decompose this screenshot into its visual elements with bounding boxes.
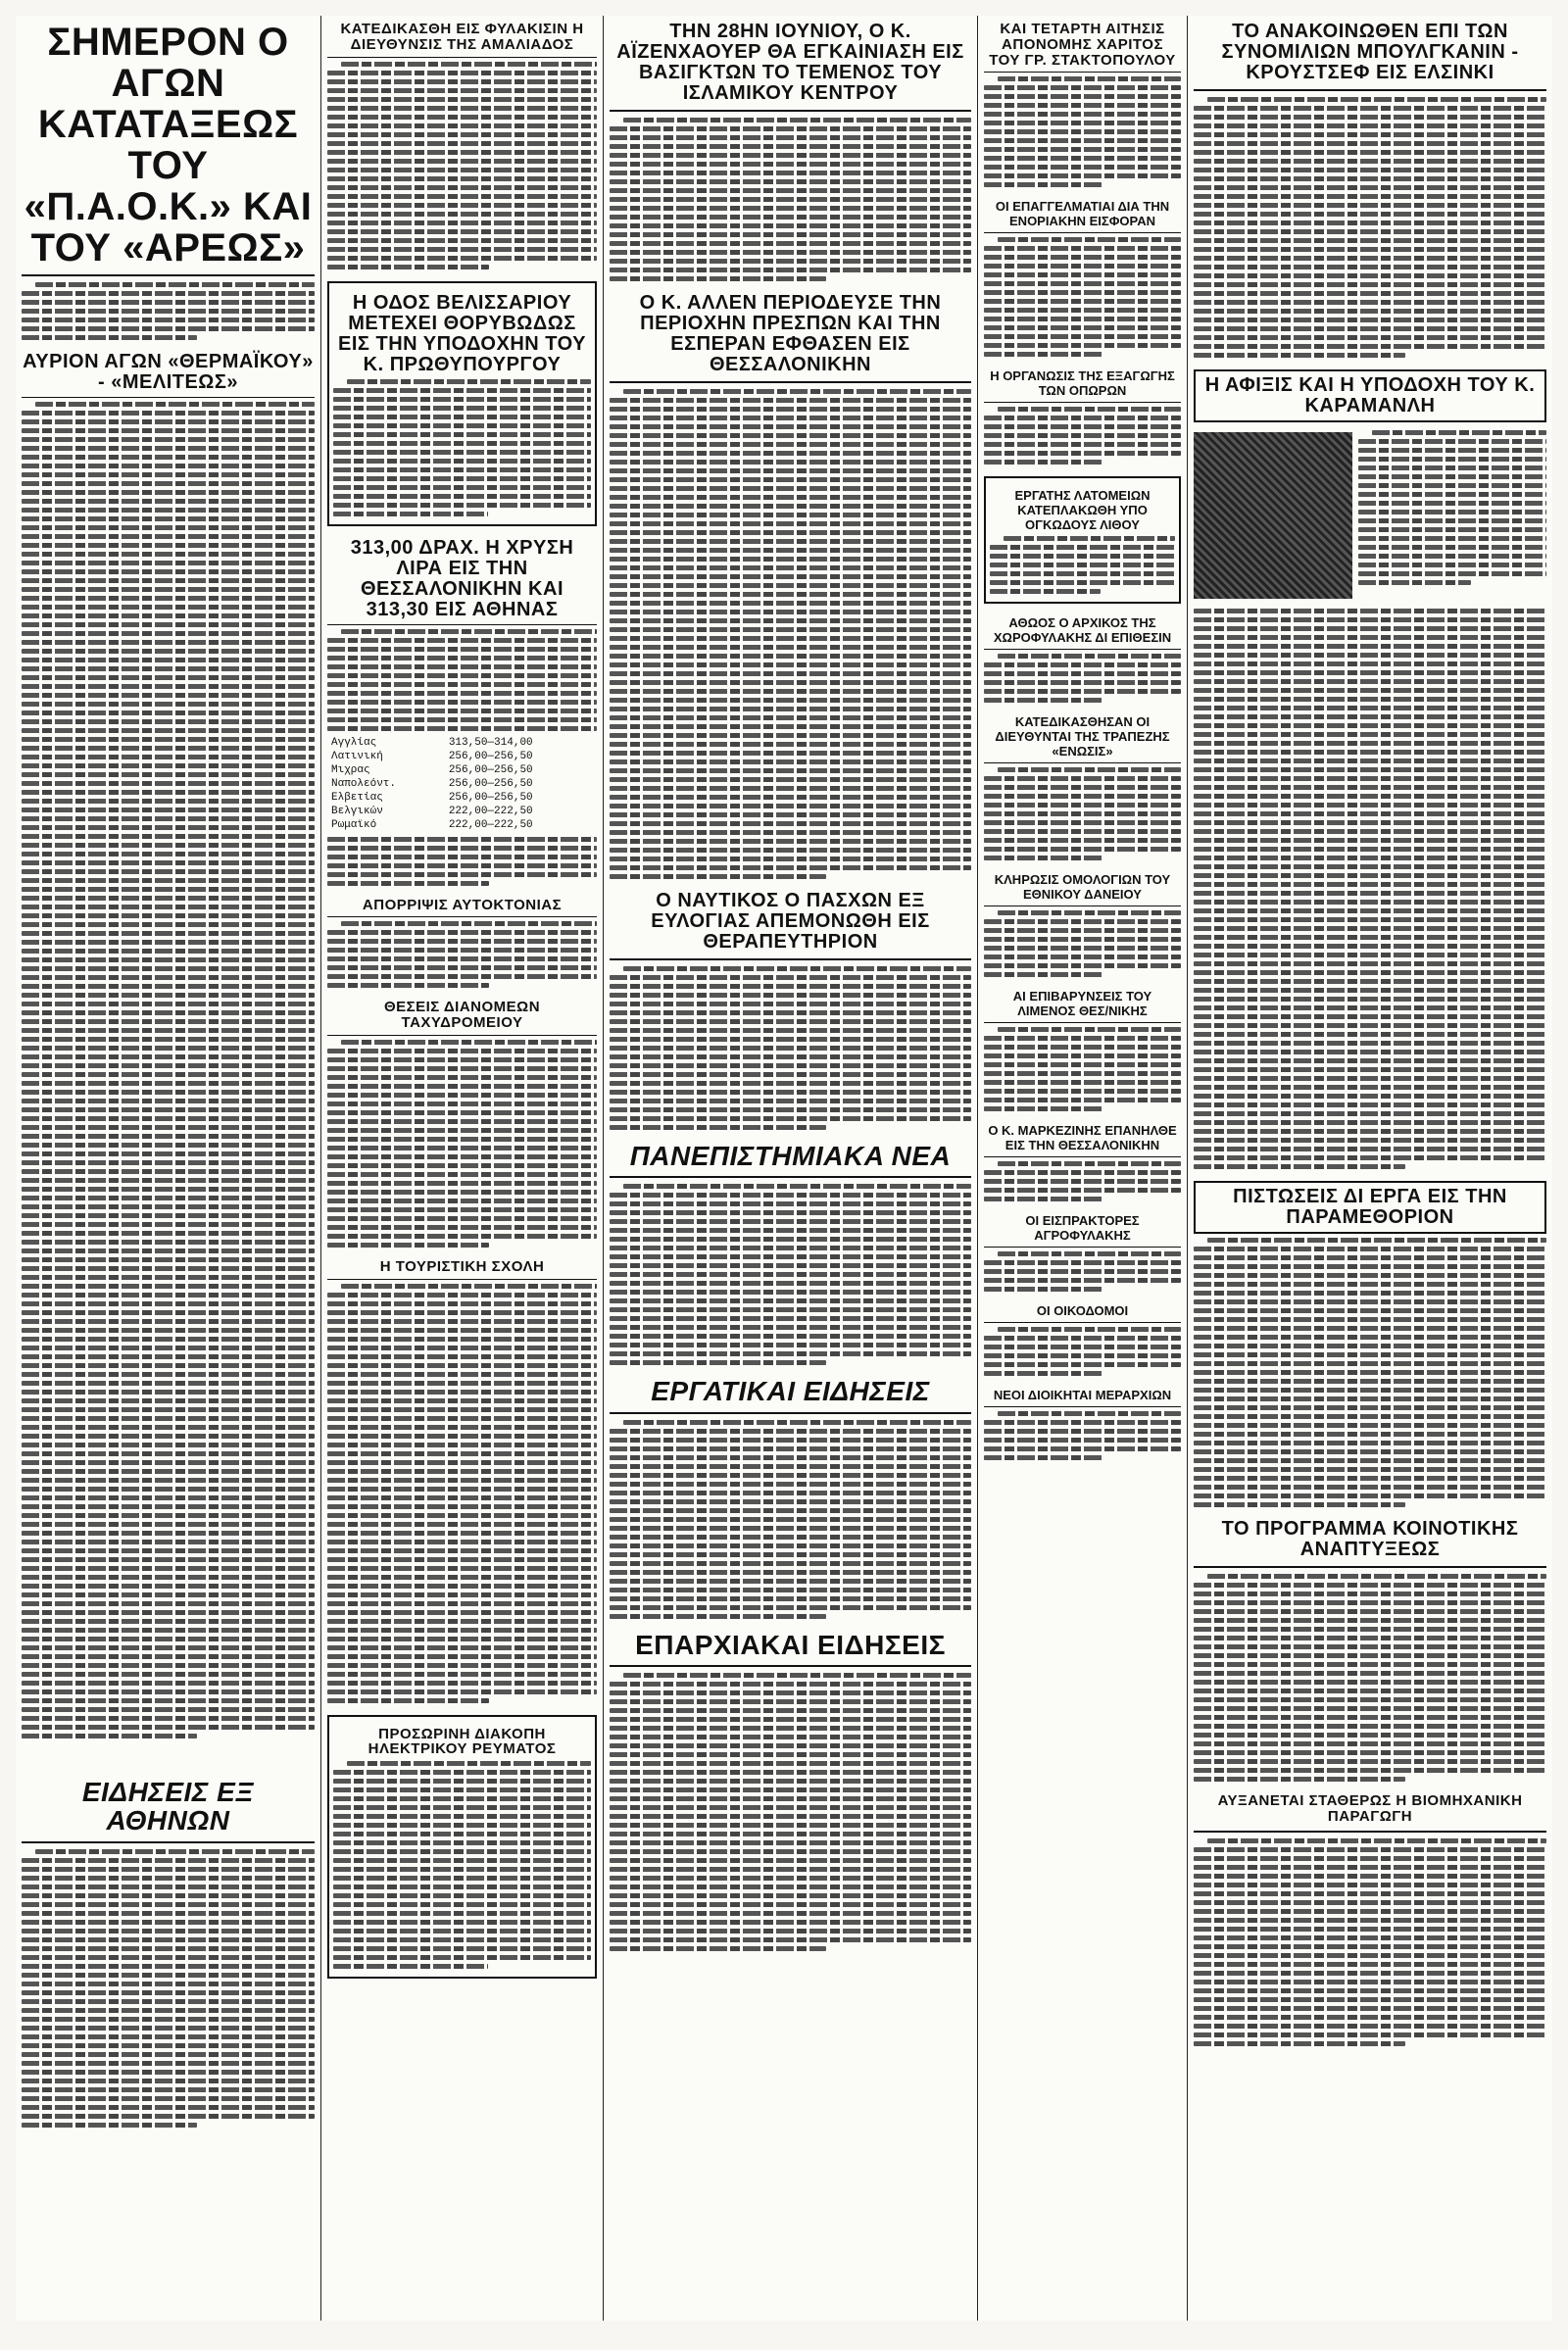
headline-helsinki: ΤΟ ΑΝΑΚΟΙΝΩΘΕΝ ΕΠΙ ΤΩΝ ΣΥΝΟΜΙΛΙΩΝ ΜΠΟΥΛΓΚΑΝΙΝ - ΚΡΟΥΣΤΣΕΦ ΕΙΣ ΕΛΣΙΝΚΙ bbox=[1221, 21, 1519, 83]
article-eisenhower bbox=[610, 22, 971, 281]
headline-gold: 313,00 ΔΡΑΧ. Η ΧΡΥΣΗ ΛΙΡΑ ΕΙΣ ΤΗΝ ΘΕΣΣΑΛΟΝΙΚΗΝ ΚΑΙ 313,30 ΕΙΣ ΑΘΗΝΑΣ bbox=[350, 536, 574, 620]
article-quarry-worker bbox=[984, 476, 1181, 604]
body-text bbox=[984, 1161, 1181, 1201]
headline-university: ΠΑΝΕΠΙΣΤΗΜΙΑΚΑ ΝΕΑ bbox=[629, 1141, 952, 1171]
article-parish-levy bbox=[984, 199, 1181, 357]
headline-bank-enosis: ΚΑΤΕΔΙΚΑΣΘΗΣΑΝ ΟΙ ΔΙΕΥΘΥΝΤΑΙ ΤΗΣ ΤΡΑΠΕΖΗΣ «ΕΝΩΣΙΣ» bbox=[995, 714, 1170, 759]
article-thermaikos bbox=[22, 352, 315, 1738]
article-suicide bbox=[327, 898, 597, 989]
body-text bbox=[984, 1327, 1181, 1376]
body-text bbox=[984, 1411, 1181, 1460]
headline-allen: Ο Κ. ΑΛΛΕΝ ΠΕΡΙΟΔΕΥΣΕ ΤΗΝ ΠΕΡΙΟΧΗΝ ΠΡΕΣΠΩΝ ΚΑΙ ΤΗΝ ΕΣΠΕΡΑΝ ΕΦΘΑΣΕΝ ΕΙΣ ΘΕΣΣΑΛΟΝΙΚΗΝ bbox=[639, 292, 942, 375]
article-athens-news bbox=[22, 1778, 315, 2128]
article-fruit-exports bbox=[984, 368, 1181, 465]
headline-collectors: ΟΙ ΕΙΣΠΡΑΚΤΟΡΕΣ ΑΓΡΟΦΥΛΑΚΗΣ bbox=[1025, 1213, 1140, 1244]
article-border-works bbox=[1194, 1181, 1546, 1507]
article-sailor bbox=[610, 891, 971, 1130]
body-text bbox=[327, 629, 597, 731]
headline-fruit-exports: Η ΟΡΓΑΝΩΣΙΣ ΤΗΣ ΕΞΑΓΩΓΗΣ ΤΩΝ ΟΠΩΡΩΝ bbox=[990, 368, 1175, 399]
article-bank-enosis bbox=[984, 714, 1181, 860]
body-text bbox=[610, 1184, 971, 1365]
body-text bbox=[327, 837, 597, 886]
article-university bbox=[610, 1142, 971, 1365]
headline-thermaikos: ΑΥΡΙΟΝ ΑΓΩΝ «ΘΕΡΜΑΪΚΟΥ» - «ΜΕΛΙΤΕΩΣ» bbox=[23, 351, 314, 393]
headline-postmen: ΘΕΣΕΙΣ ΔΙΑΝΟΜΕΩΝ ΤΑΧΥΔΡΟΜΕΙΟΥ bbox=[383, 999, 541, 1031]
article-labor bbox=[610, 1377, 971, 1618]
column-1 bbox=[16, 16, 321, 2321]
column-2 bbox=[321, 16, 604, 2321]
table-row: Βελγικών 222,00—222,50 bbox=[331, 805, 533, 817]
headline-quarry-worker: ΕΡΓΑΤΗΣ ΛΑΤΟΜΕΙΩΝ ΚΑΤΕΠΛΑΚΩΘΗ ΥΠΟ ΟΓΚΩΔΟΥΣ ΛΙΘΟΥ bbox=[1014, 488, 1151, 533]
headline-velissariou: Η ΟΔΟΣ ΒΕΛΙΣΣΑΡΙΟΥ ΜΕΤΕΧΕΙ ΘΟΡΥΒΩΔΩΣ ΕΙΣ ΤΗΝ ΥΠΟΔΟΧΗΝ ΤΟΥ Κ. ΠΡΩΘΥΠΟΥΡΓΟΥ bbox=[338, 291, 586, 375]
body-text bbox=[327, 62, 597, 269]
article-postmen bbox=[327, 1000, 597, 1248]
karamanlis-photo bbox=[1194, 432, 1352, 599]
body-text bbox=[1194, 1238, 1546, 1507]
headline-builders: ΟΙ ΟΙΚΟΔΟΜΟΙ bbox=[1036, 1303, 1129, 1319]
article-helsinki bbox=[1194, 22, 1546, 358]
headline-sailor: Ο ΝΑΥΤΙΚΟΣ Ο ΠΑΣΧΩΝ ΕΞ ΕΥΛΟΓΙΑΣ ΑΠΕΜΟΝΩΘΗ ΕΙΣ ΘΕΡΑΠΕΥΤΗΡΙΟΝ bbox=[651, 890, 930, 953]
article-gold bbox=[327, 538, 597, 886]
body-text bbox=[984, 654, 1181, 703]
article-paok-ares bbox=[22, 22, 315, 340]
article-power-cut bbox=[327, 1715, 597, 1980]
body-text bbox=[327, 921, 597, 988]
body-text bbox=[333, 1761, 591, 1969]
article-bonds bbox=[984, 872, 1181, 977]
price-table bbox=[327, 735, 597, 833]
body-text bbox=[610, 1420, 971, 1619]
headline-port-charges: ΑΙ ΕΠΙΒΑΡΥΝΣΕΙΣ ΤΟΥ ΛΙΜΕΝΟΣ ΘΕΣ/ΝΙΚΗΣ bbox=[1012, 989, 1152, 1019]
headline-provincial: ΕΠΑΡΧΙΑΚΑΙ ΕΙΔΗΣΕΙΣ bbox=[635, 1629, 946, 1660]
article-gendarmerie bbox=[984, 615, 1181, 703]
headline-gendarmerie: ΑΘΩΟΣ Ο ΑΡΧΙΚΟΣ ΤΗΣ ΧΩΡΟΦΥΛΑΚΗΣ ΔΙ ΕΠΙΘΕΣΙΝ bbox=[993, 615, 1172, 646]
body-text bbox=[1194, 609, 1546, 1169]
article-community-program bbox=[1194, 1519, 1546, 1782]
body-text bbox=[984, 767, 1181, 860]
headline-tourism-school: Η ΤΟΥΡΙΣΤΙΚΗ ΣΧΟΛΗ bbox=[379, 1257, 545, 1275]
body-text bbox=[327, 1040, 597, 1248]
headline-markezinis: Ο Κ. ΜΑΡΚΕΖΙΝΗΣ ΕΠΑΝΗΛΘΕ ΕΙΣ ΤΗΝ ΘΕΣΣΑΛΟΝΙΚΗΝ bbox=[988, 1123, 1177, 1153]
article-port-charges bbox=[984, 989, 1181, 1111]
column-4 bbox=[978, 16, 1188, 2321]
table-row: Ναπολεόντ. 256,00—256,50 bbox=[331, 777, 533, 790]
body-text bbox=[984, 1027, 1181, 1111]
body-text bbox=[1194, 97, 1546, 358]
article-collectors bbox=[984, 1213, 1181, 1292]
body-text bbox=[984, 237, 1181, 357]
headline-border-works: ΠΙΣΤΩΣΕΙΣ ΔΙ ΕΡΓΑ ΕΙΣ ΤΗΝ ΠΑΡΑΜΕΘΟΡΙΟΝ bbox=[1194, 1181, 1546, 1234]
headline-labor: ΕΡΓΑΤΙΚΑΙ ΕΙΔΗΣΕΙΣ bbox=[651, 1376, 930, 1407]
article-industrial bbox=[1194, 1793, 1546, 2046]
article-commanders bbox=[984, 1388, 1181, 1460]
headline-community-program: ΤΟ ΠΡΟΓΡΑΜΜΑ ΚΟΙΝΟΤΙΚΗΣ ΑΝΑΠΤΥΞΕΩΣ bbox=[1221, 1518, 1519, 1560]
headline-industrial: ΑΥΞΑΝΕΤΑΙ ΣΤΑΘΕΡΩΣ Η ΒΙΟΜΗΧΑΝΙΚΗ ΠΑΡΑΓΩΓΗ bbox=[1217, 1792, 1523, 1825]
headline-suicide: ΑΠΟΡΡΙΨΙΣ ΑΥΤΟΚΤΟΝΙΑΣ bbox=[362, 896, 563, 913]
body-text bbox=[984, 76, 1181, 187]
headline-power-cut: ΠΡΟΣΩΡΙΝΗ ΔΙΑΚΟΠΗ ΗΛΕΚΤΡΙΚΟΥ ΡΕΥΜΑΤΟΣ bbox=[368, 1725, 557, 1758]
headline-eisenhower: ΤΗΝ 28ΗΝ ΙΟΥΝΙΟΥ, Ο Κ. ΑΪΖΕΝΧΑΟΥΕΡ ΘΑ ΕΓΚΑΙΝΙΑΣΗ ΕΙΣ ΒΑΣΙΓΚΤΩΝ ΤΟ ΤΕΜΕΝΟΣ ΤΟΥ ΙΣΛΑΜΙΚΟΥ ΚΕΝΤΡΟΥ bbox=[616, 21, 964, 104]
body-text bbox=[22, 282, 315, 340]
body-text bbox=[610, 966, 971, 1130]
table-row: Ελβετίας 256,00—256,50 bbox=[331, 791, 533, 804]
table-row: Μιχρας 256,00—256,50 bbox=[331, 763, 533, 776]
body-text bbox=[327, 1284, 597, 1703]
body-text bbox=[610, 1673, 971, 1951]
table-row: Ρωμαϊκό 222,00—222,50 bbox=[331, 818, 533, 831]
body-text bbox=[984, 1251, 1181, 1292]
column-5 bbox=[1188, 16, 1552, 2321]
headline-staktopoulos: ΚΑΙ ΤΕΤΑΡΤΗ ΑΙΤΗΣΙΣ ΑΠΟΝΟΜΗΣ ΧΑΡΙΤΟΣ ΤΟΥ ΓΡ. ΣΤΑΚΤΟΠΟΥΛΟΥ bbox=[989, 21, 1176, 69]
body-text bbox=[1358, 426, 1546, 605]
headline-bonds: ΚΛΗΡΩΣΙΣ ΟΜΟΛΟΓΙΩΝ ΤΟΥ ΕΘΝΙΚΟΥ ΔΑΝΕΙΟΥ bbox=[994, 872, 1171, 903]
article-allen bbox=[610, 293, 971, 879]
photo-wrapper bbox=[1194, 426, 1352, 605]
karamanlis-block bbox=[1194, 426, 1546, 605]
headline-amaliada: ΚΑΤΕΔΙΚΑΣΘΗ ΕΙΣ ΦΥΛΑΚΙΣΙΝ Η ΔΙΕΥΘΥΝΣΙΣ ΤΗΣ ΑΜΑΛΙΑΔΟΣ bbox=[340, 21, 584, 53]
article-amaliada bbox=[327, 22, 597, 269]
article-markezinis bbox=[984, 1123, 1181, 1201]
body-text bbox=[990, 536, 1175, 594]
article-provincial bbox=[610, 1631, 971, 1951]
article-tourism-school bbox=[327, 1259, 597, 1703]
body-text bbox=[1194, 1838, 1546, 2046]
table-row: Αγγλίας 313,50—314,00 bbox=[331, 736, 533, 749]
article-velissariou bbox=[327, 281, 597, 526]
newspaper-page bbox=[16, 16, 1552, 2321]
headline-commanders: ΝΕΟΙ ΔΙΟΙΚΗΤΑΙ ΜΕΡΑΡΧΙΩΝ bbox=[993, 1388, 1172, 1403]
body-text bbox=[333, 379, 591, 516]
table-row: Λατινική 256,00—256,50 bbox=[331, 750, 533, 762]
body-text bbox=[22, 1849, 315, 2128]
body-text bbox=[22, 402, 315, 1738]
body-text bbox=[610, 389, 971, 879]
article-staktopoulos bbox=[984, 22, 1181, 187]
body-text bbox=[610, 118, 971, 281]
body-text bbox=[1194, 1574, 1546, 1782]
body-text bbox=[984, 407, 1181, 465]
article-karamanlis bbox=[1194, 369, 1546, 1169]
article-builders bbox=[984, 1303, 1181, 1376]
headline-paok-ares: ΣΗΜΕΡΟΝ Ο ΑΓΩΝ ΚΑΤΑΤΑΞΕΩΣ ΤΟΥ «Π.Α.Ο.Κ.» ΚΑΙ ΤΟΥ «ΑΡΕΩΣ» bbox=[24, 21, 313, 269]
body-text bbox=[984, 910, 1181, 977]
headline-karamanlis: Η ΑΦΙΞΙΣ ΚΑΙ Η ΥΠΟΔΟΧΗ ΤΟΥ Κ. ΚΑΡΑΜΑΝΛΗ bbox=[1194, 369, 1546, 422]
headline-athens-news: ΕΙΔΗΣΕΙΣ ΕΞ ΑΘΗΝΩΝ bbox=[81, 1777, 255, 1836]
column-3 bbox=[604, 16, 978, 2321]
headline-parish-levy: ΟΙ ΕΠΑΓΓΕΛΜΑΤΙΑΙ ΔΙΑ ΤΗΝ ΕΝΟΡΙΑΚΗΝ ΕΙΣΦΟΡΑΝ bbox=[995, 199, 1170, 229]
